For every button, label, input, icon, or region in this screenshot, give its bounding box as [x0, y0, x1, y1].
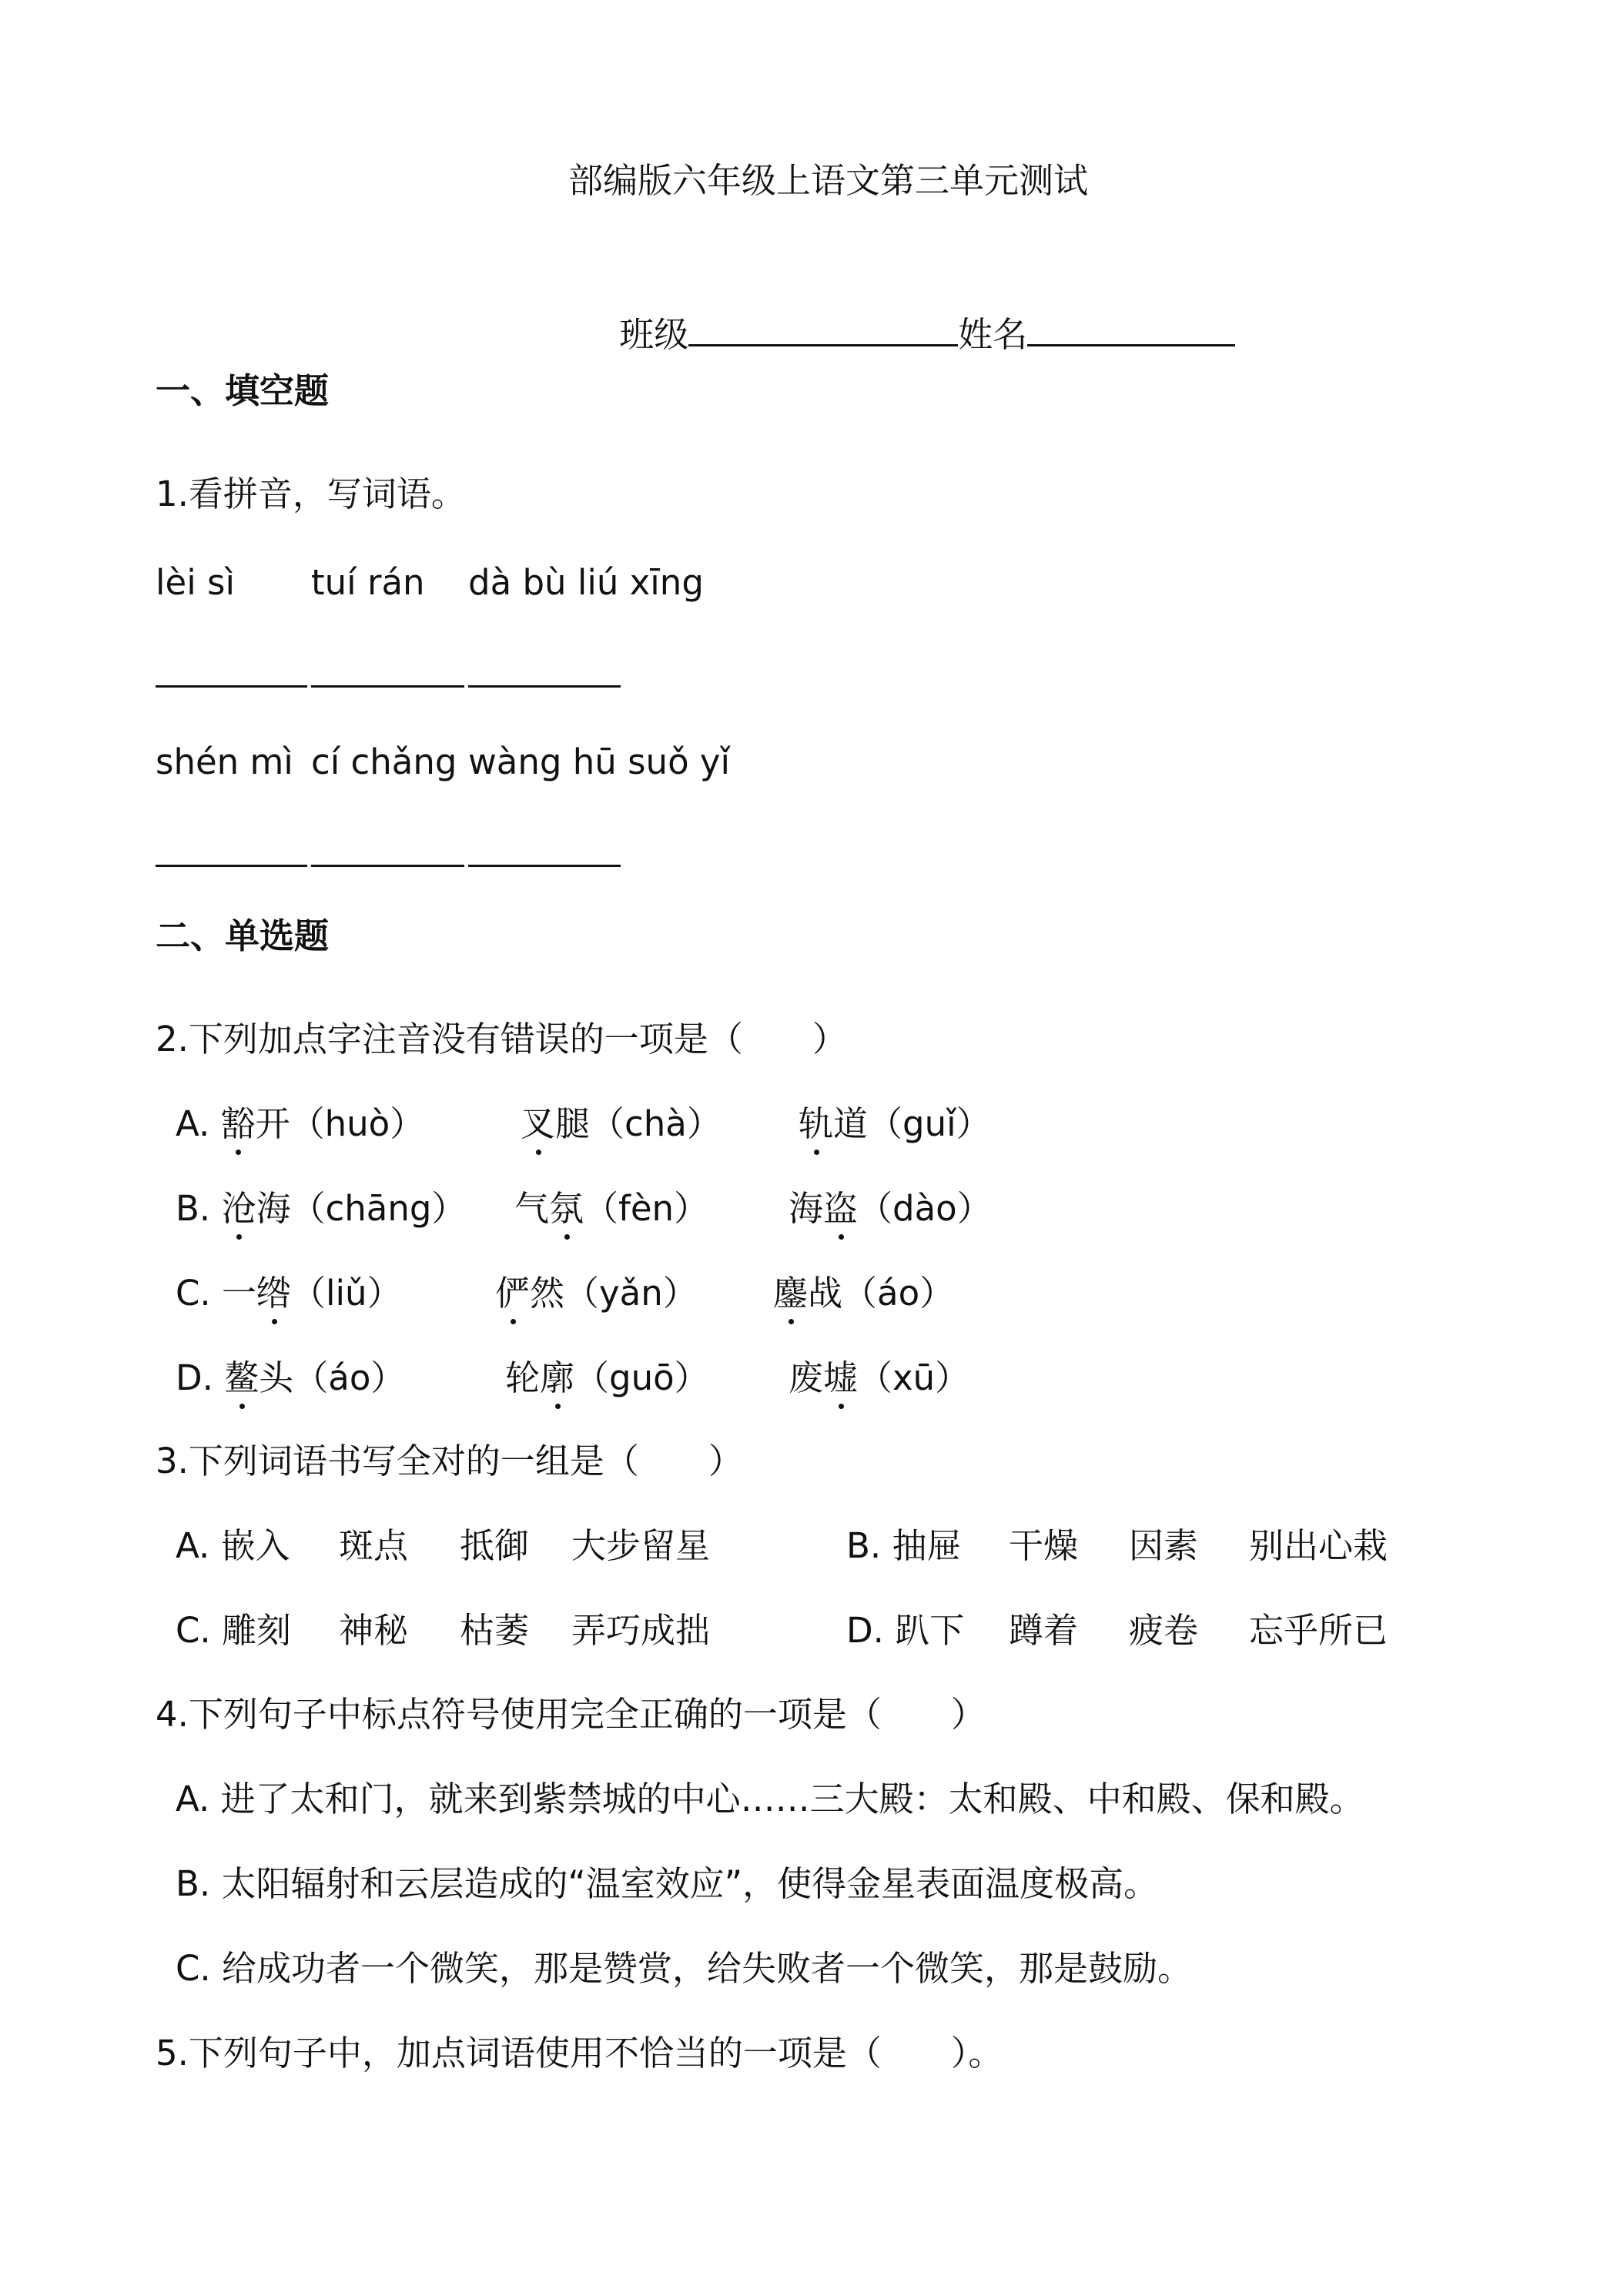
- answer-blank-2-1[interactable]: [156, 865, 307, 867]
- q3-option-a-word2: 斑点: [339, 1525, 409, 1566]
- q2-option-b-2: 气氛（fèn）: [514, 1186, 708, 1232]
- q1-stem: 1.看拼音，写词语。: [156, 474, 466, 514]
- q3-stem: 3.下列词语书写全对的一组是（ ）: [156, 1441, 743, 1481]
- q3-option-d[interactable]: D. 趴下: [846, 1610, 965, 1651]
- q3-option-d-word3: 疲卷: [1129, 1610, 1199, 1651]
- q2-option-a-3: 轨道（guǐ）: [799, 1101, 991, 1147]
- q3-option-b-word4: 别出心栽: [1249, 1525, 1388, 1566]
- section-heading-fill: 一、填空题: [156, 370, 330, 411]
- class-label: 班级: [619, 314, 689, 355]
- pinyin-1-3: dà bù liú xīng: [468, 562, 704, 603]
- q4-option-a[interactable]: A. 进了太和门，就来到紫禁城的中心……三大殿：太和殿、中和殿、保和殿。: [176, 1779, 1364, 1819]
- pinyin-1-1: lèi sì: [156, 562, 235, 603]
- page-title: 部编版六年级上语文第三单元测试: [568, 160, 1089, 201]
- q3-option-d-word2: 蹲着: [1009, 1610, 1079, 1651]
- q3-option-b-word2: 干燥: [1009, 1525, 1079, 1566]
- answer-blank-2-2[interactable]: [311, 865, 464, 867]
- answer-blank-1-2[interactable]: [311, 685, 464, 688]
- q2-option-d-3: 废墟（xū）: [789, 1355, 969, 1401]
- q2-option-a-1[interactable]: A. 豁开（huò）: [176, 1101, 424, 1147]
- q2-stem: 2.下列加点字注音没有错误的一项是（ ）: [156, 1019, 847, 1059]
- class-name-line: [575, 266, 1235, 404]
- q2-option-c-2: 俨然（yǎn）: [495, 1270, 698, 1317]
- q2-option-a-2: 叉腿（chà）: [521, 1101, 722, 1147]
- q2-option-c-3: 鏖战（áo）: [773, 1270, 954, 1317]
- answer-blank-2-3[interactable]: [468, 865, 621, 867]
- q3-option-b[interactable]: B. 抽屉: [846, 1525, 962, 1566]
- q2-option-b-1[interactable]: B. 沧海（chāng）: [176, 1186, 466, 1232]
- q3-option-a[interactable]: A. 嵌入: [176, 1525, 290, 1566]
- name-blank[interactable]: [1027, 313, 1235, 346]
- q2-option-d-2: 轮廓（guō）: [505, 1355, 709, 1401]
- q3-option-c[interactable]: C. 雕刻: [176, 1610, 292, 1651]
- q3-option-a-word4: 大步留星: [571, 1525, 711, 1566]
- name-label: 姓名: [958, 314, 1028, 355]
- q2-option-d-1[interactable]: D. 鳌头（áo）: [176, 1355, 405, 1401]
- q3-option-b-word3: 因素: [1129, 1525, 1199, 1566]
- q3-option-d-word4: 忘乎所已: [1249, 1610, 1388, 1651]
- q4-option-c[interactable]: C. 给成功者一个微笑，那是赞赏，给失败者一个微笑，那是鼓励。: [176, 1948, 1193, 1989]
- pinyin-2-3: wàng hū suǒ yǐ: [468, 741, 731, 782]
- answer-blank-1-3[interactable]: [468, 685, 621, 688]
- q3-option-c-word2: 神秘: [339, 1610, 409, 1651]
- pinyin-2-2: cí chǎng: [311, 741, 457, 782]
- section-heading-choice: 二、单选题: [156, 915, 330, 956]
- q2-option-c-1[interactable]: C. 一绺（liǔ）: [176, 1270, 402, 1317]
- pinyin-1-2: tuí rán: [311, 562, 425, 603]
- q3-option-c-word3: 枯萎: [460, 1610, 530, 1651]
- q5-stem: 5.下列句子中，加点词语使用不恰当的一项是（ ）。: [156, 2033, 1003, 2073]
- pinyin-2-1: shén mì: [156, 741, 293, 782]
- answer-blank-1-1[interactable]: [156, 685, 307, 688]
- q2-option-b-3: 海盗（dào）: [789, 1186, 992, 1232]
- q3-option-a-word3: 抵御: [460, 1525, 530, 1566]
- q4-option-b[interactable]: B. 太阳辐射和云层造成的“温室效应”，使得金星表面温度极高。: [176, 1863, 1159, 1904]
- q3-option-c-word4: 弄巧成拙: [571, 1610, 711, 1651]
- q4-stem: 4.下列句子中标点符号使用完全正确的一项是（ ）: [156, 1694, 986, 1735]
- class-blank[interactable]: [688, 313, 958, 346]
